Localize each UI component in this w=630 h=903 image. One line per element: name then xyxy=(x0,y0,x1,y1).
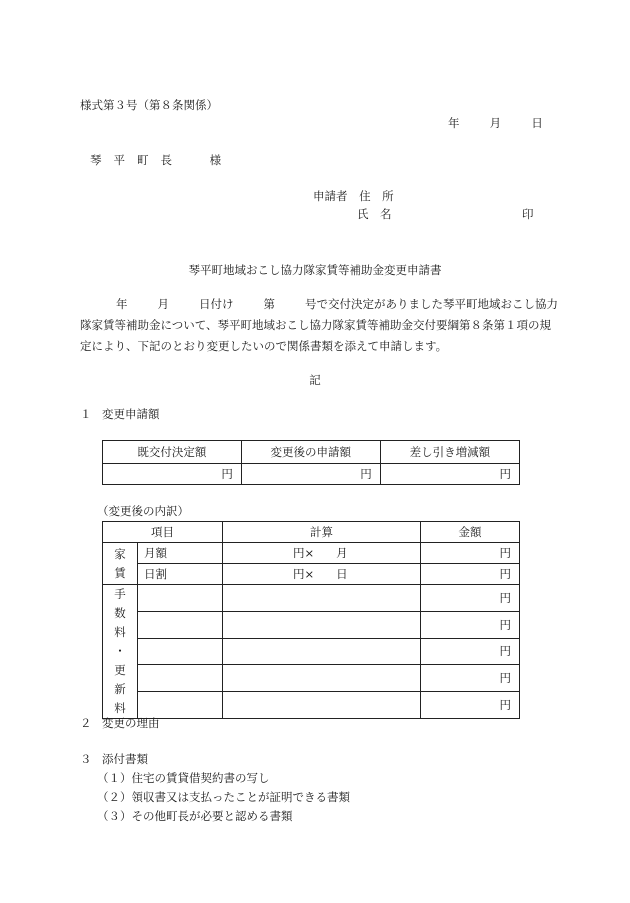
applicant-address-row xyxy=(313,188,394,204)
applicant-name-label: 氏 名 xyxy=(357,207,392,221)
section-2-label: 変更の理由 xyxy=(102,716,160,730)
body-text: 号で交付決定がありました琴平町地域おこし協力隊家賃等補助金について、琴平町地域おこし協力隊家賃等補助金交付要綱第８条第１項の規定により、下記のとおり変更したいので関係書類を添えて申請します。 xyxy=(80,297,558,353)
section-3-number: ３ xyxy=(80,752,92,766)
rent-monthly-calc[interactable] xyxy=(223,543,421,564)
header-new-amount: 変更後の申請額 xyxy=(241,441,380,464)
fee-amount-cell[interactable]: 円 xyxy=(421,611,520,638)
rent-monthly-item: 月額 xyxy=(138,543,223,564)
fee-amount-cell[interactable]: 円 xyxy=(421,638,520,665)
header-item: 項目 xyxy=(103,522,223,543)
section-1-number: １ xyxy=(80,407,92,421)
addressee-name: 琴平町長 xyxy=(90,153,184,167)
fee-calc-cell[interactable] xyxy=(223,585,421,612)
applicant-label: 申請者 xyxy=(313,189,348,203)
section-2-heading xyxy=(80,715,160,731)
section-3-heading xyxy=(80,751,148,767)
amount-table xyxy=(102,440,520,485)
request-body xyxy=(80,294,558,357)
prior-amount-cell[interactable]: 円 xyxy=(103,464,242,485)
fee-calc-cell[interactable] xyxy=(223,611,421,638)
calc-unit: 円× xyxy=(293,567,315,581)
rent-monthly-amount[interactable]: 円 xyxy=(421,543,520,564)
section-1-heading xyxy=(80,406,160,422)
difference-cell[interactable]: 円 xyxy=(380,464,519,485)
body-year: 年 xyxy=(116,297,128,311)
fee-item-cell[interactable] xyxy=(138,665,223,692)
header-prior-amount: 既交付決定額 xyxy=(103,441,242,464)
addressee xyxy=(90,152,221,168)
fee-item-cell[interactable] xyxy=(138,585,223,612)
ki-heading: 記 xyxy=(309,373,321,387)
body-month: 月 xyxy=(157,297,169,311)
header-amount: 金額 xyxy=(421,522,520,543)
calc-unit: 円× xyxy=(293,546,315,560)
address-label: 住 所 xyxy=(359,189,394,203)
header-difference: 差し引き増減額 xyxy=(380,441,519,464)
date-line xyxy=(448,115,543,131)
fee-amount-cell[interactable]: 円 xyxy=(421,665,520,692)
fee-amount-cell[interactable]: 円 xyxy=(421,585,520,612)
seal-label: 印 xyxy=(522,207,534,221)
body-date-suffix: 日付け xyxy=(199,297,234,311)
fee-group-label: 手 数 料 ・ 更 新 料 xyxy=(103,585,138,719)
date-day-label: 日 xyxy=(531,116,543,130)
new-amount-cell[interactable]: 円 xyxy=(241,464,380,485)
fee-item-cell[interactable] xyxy=(138,611,223,638)
attachment-item-1: （１）住宅の賃貸借契約書の写し xyxy=(97,771,270,785)
rent-daily-calc[interactable] xyxy=(223,564,421,585)
addressee-honorific: 様 xyxy=(209,153,222,167)
body-dai: 第 xyxy=(263,297,275,311)
fee-amount-cell[interactable]: 円 xyxy=(421,692,520,719)
header-calc: 計算 xyxy=(223,522,421,543)
rent-daily-item: 日割 xyxy=(138,564,223,585)
date-year-label: 年 xyxy=(448,116,460,130)
fee-calc-cell[interactable] xyxy=(223,692,421,719)
date-month-label: 月 xyxy=(489,116,502,130)
calc-period: 月 xyxy=(336,546,348,560)
breakdown-table xyxy=(102,521,520,719)
breakdown-label: （変更後の内訳） xyxy=(97,504,189,518)
section-1-label: 変更申請額 xyxy=(102,407,160,421)
section-3-label: 添付書類 xyxy=(102,752,148,766)
calc-period: 日 xyxy=(336,567,348,581)
section-2-number: ２ xyxy=(80,716,92,730)
form-id: 様式第３号（第８条関係） xyxy=(80,98,218,112)
fee-calc-cell[interactable] xyxy=(223,665,421,692)
document-title: 琴平町地域おこし協力隊家賃等補助金変更申請書 xyxy=(188,263,442,277)
attachment-item-2: （２）領収書又は支払ったことが証明できる書類 xyxy=(97,790,350,804)
fee-item-cell[interactable] xyxy=(138,638,223,665)
rent-daily-amount[interactable]: 円 xyxy=(421,564,520,585)
rent-group-label: 家 賃 xyxy=(103,543,138,585)
attachment-item-3: （３）その他町長が必要と認める書類 xyxy=(97,809,293,823)
fee-calc-cell[interactable] xyxy=(223,638,421,665)
